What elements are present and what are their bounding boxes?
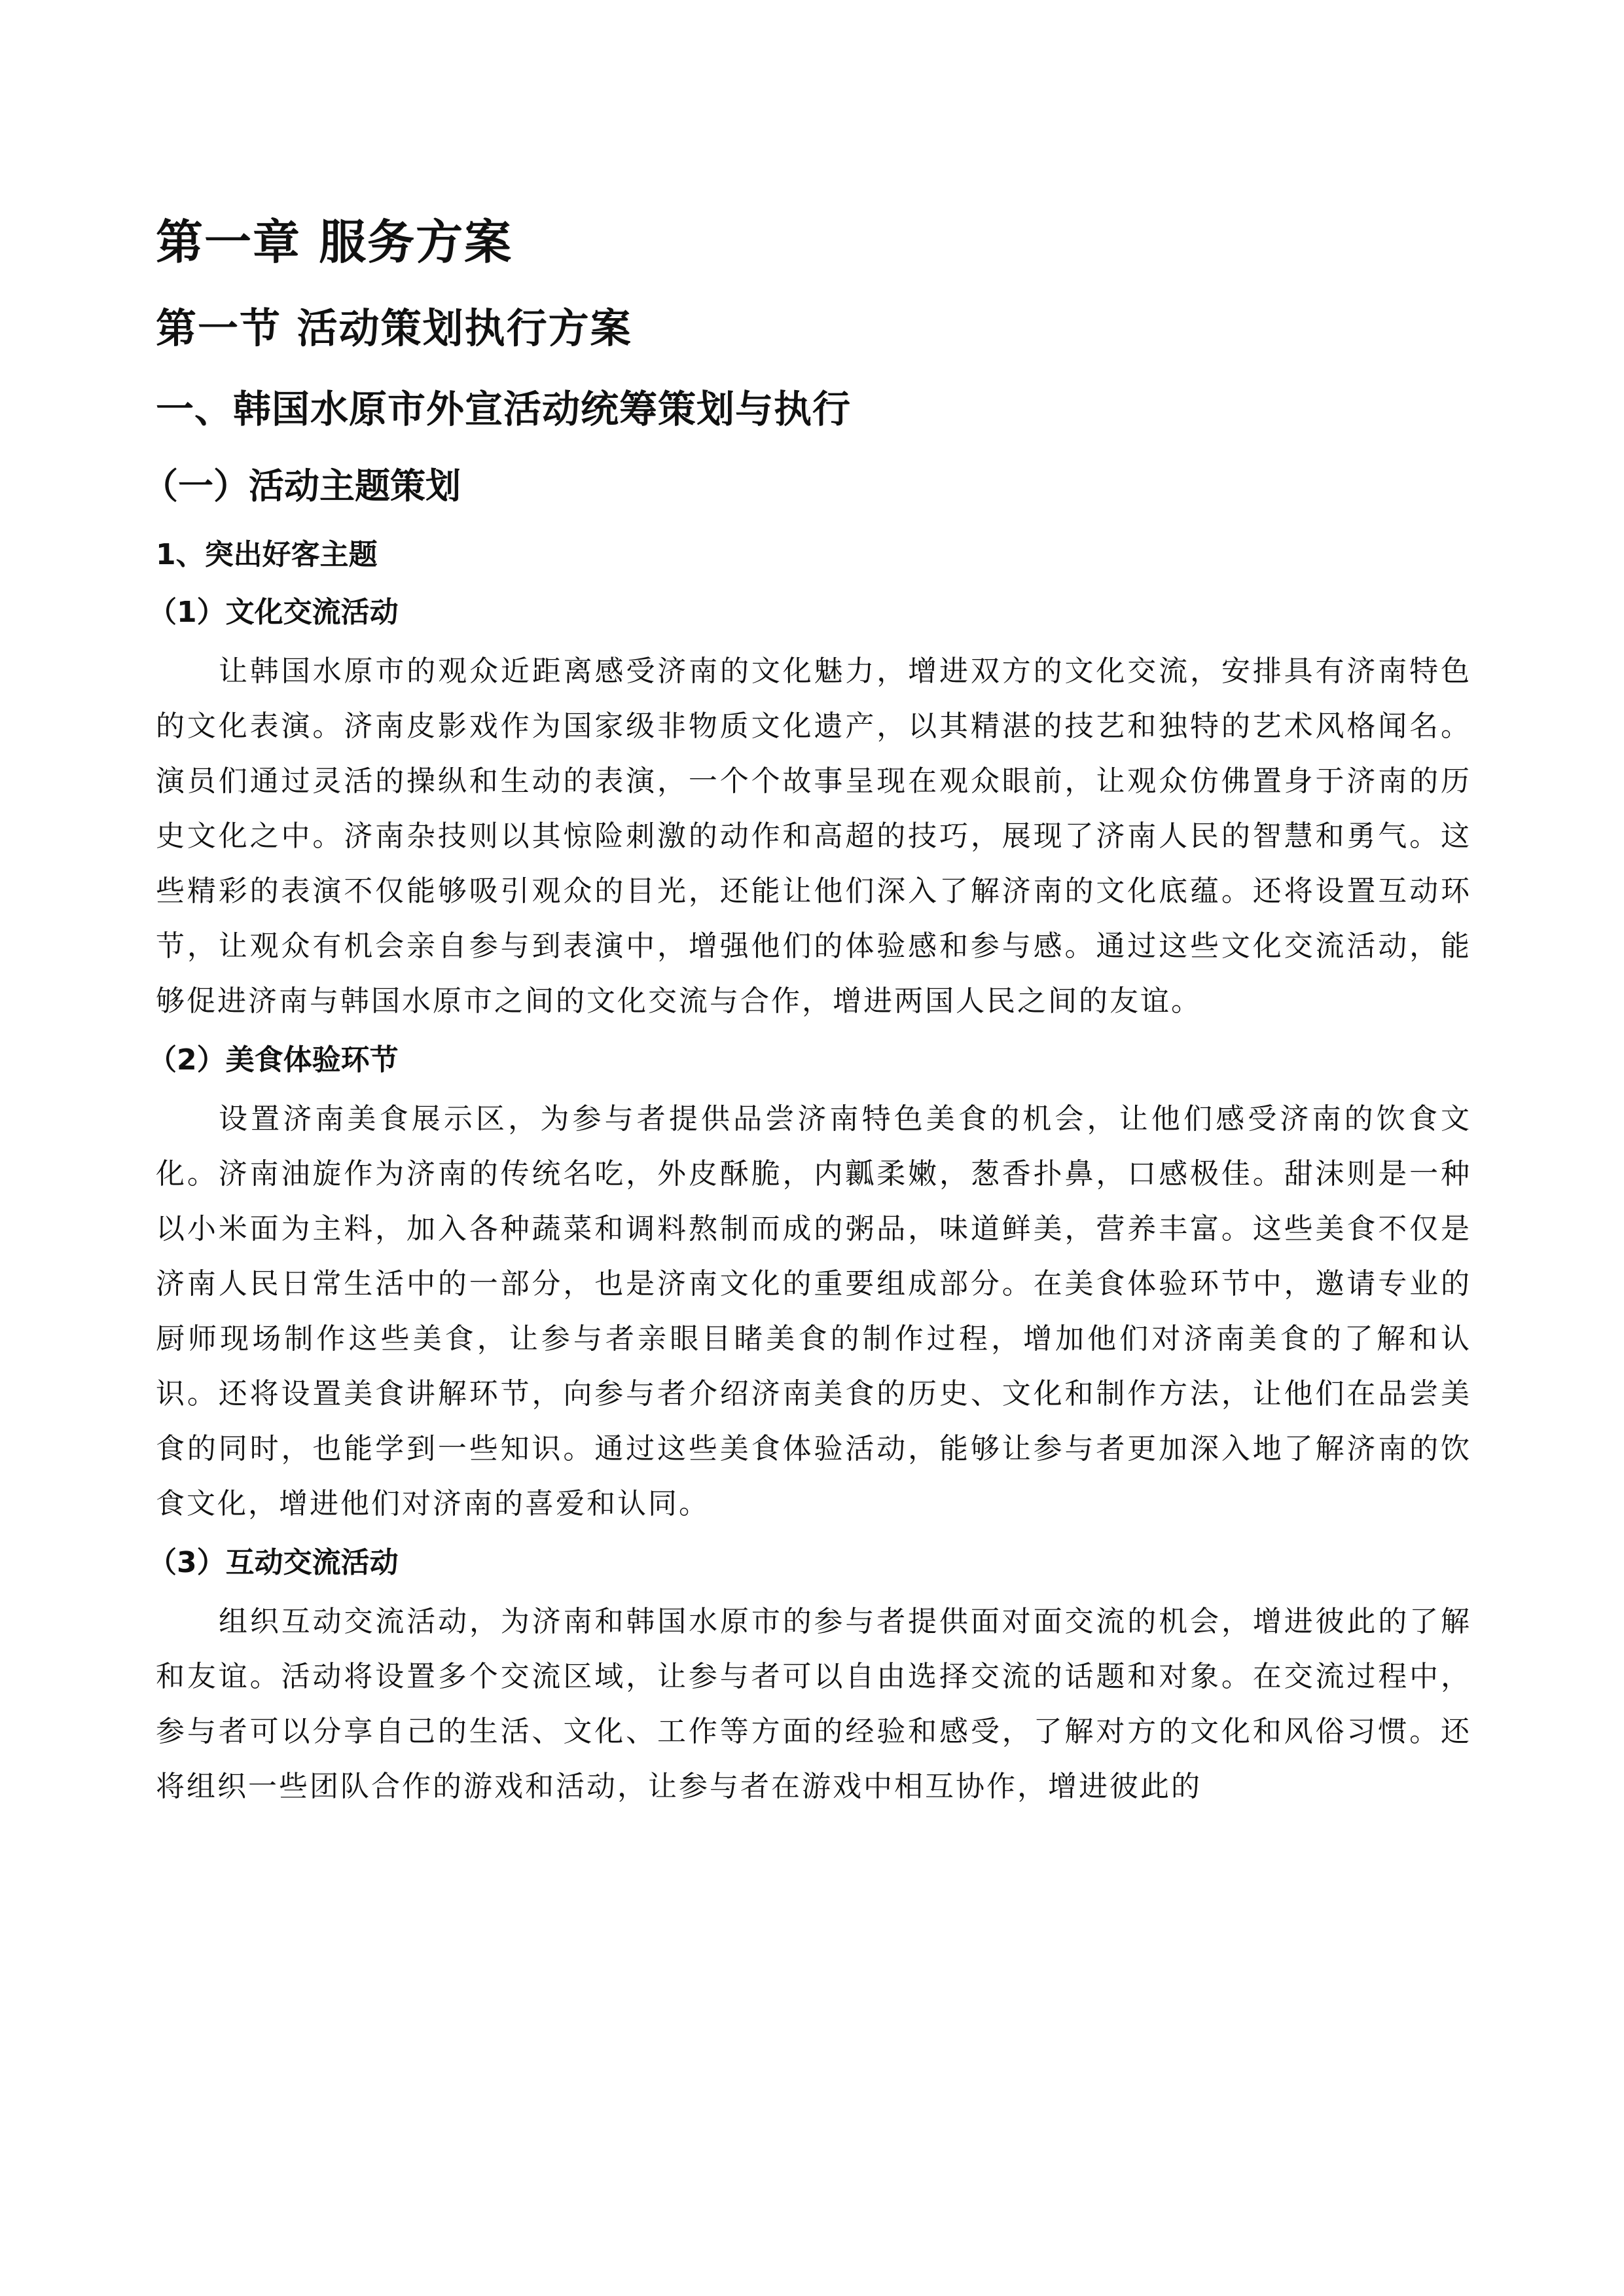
- item-title: 1、突出好客主题: [156, 538, 378, 571]
- subsection-heading-interaction: （3）互动交流活动: [148, 1546, 399, 1579]
- paragraph-food: 设置济南美食展示区，为参与者提供品尝济南特色美食的机会，让他们感受济南的饮食文化。济南油旋作为济南的传统名吃，外皮酥脆，内瓤柔嫩，葱香扑鼻，口感极佳。甜沫则是一种以小米面为主料，加入各种蔬菜和调料熬制而成的粥品，味道鲜美，营养丰富。这些美食不仅是济南人民日常生活中的一部分，也是济南文化的重要组成部分。在美食体验环节中，邀请专业的厨师现场制作这些美食，让参与者亲眼目睹美食的制作过程，增加他们对济南美食的了解和认识。还将设置美食讲解环节，向参与者介绍济南美食的历史、文化和制作方法，让他们在品尝美食的同时，也能学到一些知识。通过这些美食体验活动，能够让参与者更加深入地了解济南的饮食文化，增进他们对济南的喜爱和认同。: [156, 1102, 1471, 1520]
- part-title: 一、韩国水原市外宣活动统筹策划与执行: [156, 387, 852, 431]
- paragraph-interaction: 组织互动交流活动，为济南和韩国水原市的参与者提供面对面交流的机会，增进彼此的了解和友谊。活动将设置多个交流区域，让参与者可以自由选择交流的话题和对象。在交流过程中，参与者可以分享自己的生活、文化、工作等方面的经验和感受，了解对方的文化和风俗习惯。还将组织一些团队合作的游戏和活动，让参与者在游戏中相互协作，增进彼此的: [156, 1605, 1471, 1803]
- page-content: [143, 209, 1471, 1823]
- subsection-heading-food: （2）美食体验环节: [148, 1043, 399, 1077]
- paragraph-culture: 让韩国水原市的观众近距离感受济南的文化魅力，增进双方的文化交流，安排具有济南特色的文化表演。济南皮影戏作为国家级非物质文化遗产，以其精湛的技艺和独特的艺术风格闻名。演员们通过灵活的操纵和生动的表演，一个个故事呈现在观众眼前，让观众仿佛置身于济南的历史文化之中。济南杂技则以其惊险刺激的动作和高超的技巧，展现了济南人民的智慧和勇气。这些精彩的表演不仅能够吸引观众的目光，还能让他们深入了解济南的文化底蕴。还将设置互动环节，让观众有机会亲自参与到表演中，增强他们的体验感和参与感。通过这些文化交流活动，能够促进济南与韩国水原市之间的文化交流与合作，增进两国人民之间的友谊。: [156, 655, 1471, 1018]
- chapter-title: 第一章 服务方案: [156, 215, 513, 270]
- subpart-title: （一）活动主题策划: [143, 465, 461, 507]
- subsection-heading-culture: （1）文化交流活动: [148, 596, 399, 629]
- section-title: 第一节 活动策划执行方案: [156, 304, 632, 352]
